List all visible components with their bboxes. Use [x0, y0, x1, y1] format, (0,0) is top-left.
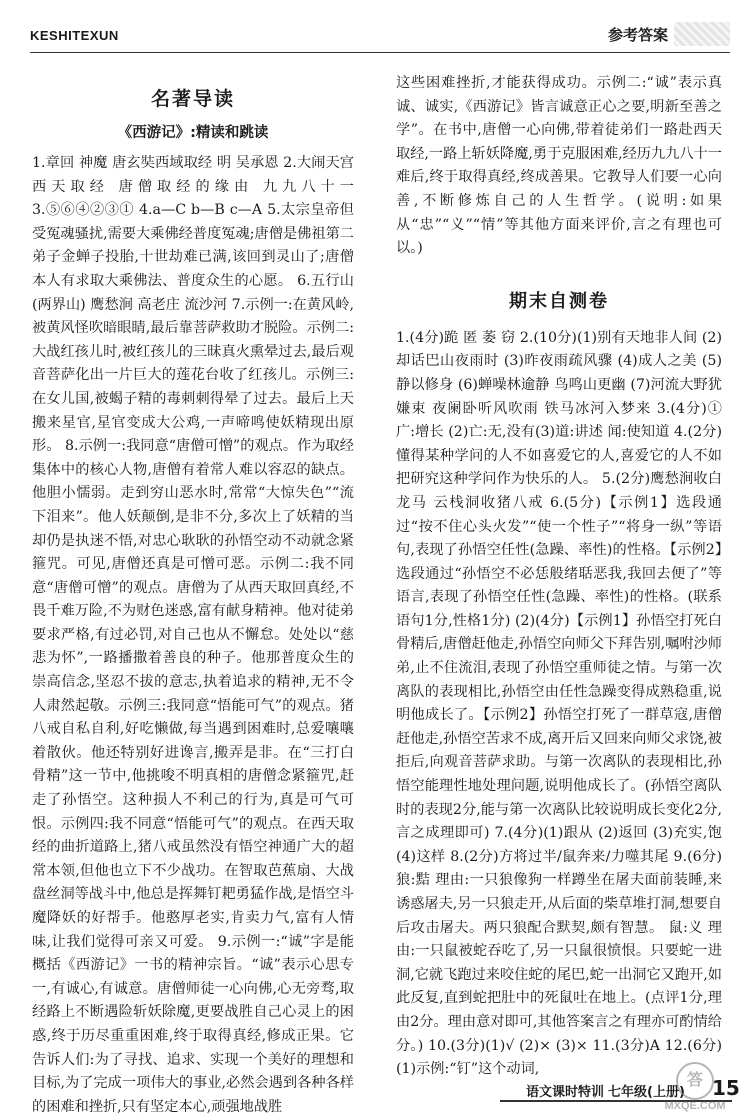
page-number: 15: [712, 1076, 740, 1100]
section-title-classics: 名著导读: [150, 88, 235, 110]
subsection-title-xiyouji: 《西游记》:精读和跳读: [117, 125, 269, 141]
watermark-mark: 答: [676, 1062, 714, 1100]
footer-book-title: 语文课时特训: [526, 1085, 605, 1100]
header-decoration: [674, 22, 730, 46]
watermark-logo: [660, 1062, 730, 1110]
footer-grade: 七年级(上册): [608, 1085, 685, 1100]
section-label: 参考答案: [607, 26, 668, 44]
answers-text-continued: 这些困难挫折,才能获得成功。示例二:“诚”表示真诚、诚实,《西游记》皆言诚意正心之要,明新至善之学”。在书中,唐僧一心向佛,带着徒弟们一路赴西天取经,一路上斩妖降魔,勇于克服困难,经历九九八十一难后,终于取得真经,终成善果。它教导人们要一心向善,不断修炼自己的人生哲学。(说明:如果从“忠”“义”“情”等其他方面来评价,言之有理也可以。): [396, 75, 722, 257]
brand-name: KESHITEXUN: [30, 28, 119, 43]
section-title-final-test: 期末自测卷: [509, 290, 609, 312]
watermark-text: MXQE.COM: [664, 1100, 726, 1112]
header-divider: [30, 52, 730, 53]
right-column: [396, 72, 722, 1082]
answers-text-classics: 1.章回 神魔 唐玄奘西域取经 明 吴承恩 2.大闹天宫 西天取经 唐僧取经的缘由 九九八十一 3.⑤⑥④②③① 4.a—C b—B c—A 5.太宗皇帝但受冤魂骚扰,需要大乘佛经普度冤魂;唐僧是佛祖第二弟子金蝉子投胎,十世劫难已满,该回到灵山了;唐僧本人有求取大乘佛法、普度众生的心愿。 6.五行山(两界山) 鹰愁涧 高老庄 流沙河 7.示例一:在黄风岭,被黄风怪吹暗眼睛,最后靠菩萨救助才脱险。示例二:大战红孩儿时,被红孩儿的三昧真火熏晕过去,最后观音菩萨化出一片巨大的莲花台收了红孩儿。示例三:在女儿国,被蝎子精的毒刺刺得晕了过去。最后上天搬来星官,星官变成大公鸡,一声啼鸣使妖精现出原形。 8.示例一:我同意“唐僧可憎”的观点。作为取经集体中的核心人物,唐僧有着常人难以容忍的缺点。他胆小懦弱。走到穷山恶水时,常常“大惊失色”“流下泪来”。他人妖颠倒,是非不分,多次上了妖精的当却仍是执迷不悟,对忠心耿耿的孙悟空动不动就念紧箍咒。可见,唐僧还真是可憎可恶。示例二:我不同意“唐僧可憎”的观点。唐僧为了从西天取回真经,不畏千难万险,不为财色迷惑,富有献身精神。他对徒弟要求严格,有过必罚,对自己也从不懈怠。处处以“慈悲为怀”,一路播撒着善良的种子。他那普度众生的崇高信念,坚忍不拔的意志,执着追求的精神,无不令人肃然起敬。示例三:我同意“悟能可气”的观点。猪八戒自私自利,好吃懒做,每当遇到困难时,总爱嚷嚷着散伙。他还特别好进谗言,搬弄是非。在“三打白骨精”这一节中,他挑唆不明真相的唐僧念紧箍咒,赶走了孙悟空。这种损人不利己的行为,真是可气可恨。示例四:我不同意“悟能可气”的观点。在西天取经的曲折道路上,猪八戒虽然没有悟空神通广大的超常本领,但他也立下不少战功。在智取芭蕉扇、大战盘丝洞等战斗中,他总是挥舞钉耙勇猛作战,是悟空斗魔降妖的好帮手。他憨厚老实,肯卖力气,富有人情味,让我们觉得可亲又可爱。 9.示例一:“诚”字是能概括《西游记》一书的精神宗旨。“诚”表示心思专一,有诚心,有诚意。唐僧师徒一心向佛,心无旁骛,取经路上不断遇险斩妖除魔,更要战胜自己心灵上的困惑,终于历尽重重困难,终于取得真经,修成正果。它告诉人们:为了寻找、追求、实现一个美好的理想和目标,为了完成一项伟大的事业,必然会遇到各种各样的困难和挫折,只有坚定本心,顽强地战胜: [32, 155, 354, 1115]
answers-text-final-test: 1.(4分)跪 匿 萎 窃 2.(10分)(1)别有天地非人间 (2)却话巴山夜雨时 (3)昨夜雨疏风骤 (4)成人之美 (5)静以修身 (6)蝉噪林逾静 鸟鸣山更幽 (7)河流大野犹嫌束 夜阑卧听风吹雨 铁马冰河入梦来 3.(4分)① 广:增长 (2)亡:无,没有(3)道:讲述 闻:使知道 4.(2分)懂得某种学问的人不如喜爱它的人,喜爱它的人不如把研究这种学问作为快乐的人。 5.(2分)鹰愁涧收白龙马 云栈洞收猪八戒 6.(5分)【示例1】选段通过“按不住心头火发”“使一个性子”“将身一纵”等语句,表现了孙悟空任性(急躁、率性)的性格。【示例2】选段通过“孙悟空不必恁般绪聒恶我,我回去便了”等语言,表现了孙悟空任性(急躁、率性)的性格。(联系语句1分,性格1分) (2)(4分)【示例1】孙悟空打死白骨精后,唐僧赶他走,孙悟空向师父下拜告别,嘱咐沙师弟,止不住流泪,表现了孙悟空重师徒之情。与第一次离队的表现相比,孙悟空由任性急躁变得成熟稳重,说明他成长了。【示例2】孙悟空打死了一群草寇,唐僧赶他走,孙悟空苦求不成,离开后又回来向师父求饶,被拒后,向观音菩萨求助。与第一次离队的表现相比,孙悟空能理性地处理问题,说明他成长了。(孙悟空离队时的表现2分,能与第一次离队比较说明成长变化2分,言之成理即可) 7.(4分)(1)跟从 (2)返回 (3)充实,饱 (4)这样 8.(2分)方将过半/鼠奔来/力噬其尾 9.(6分)狼:黠 理由:一只狼像狗一样蹲坐在屠夫面前装睡,来诱惑屠夫,另一只狼走开,从后面的柴草堆打洞,想要自后攻击屠夫。两只狼配合默契,颇有智慧。 鼠:义 理由:一只鼠被蛇吞吃了,另一只鼠很愤恨。只要蛇一进洞,它就飞跑过来咬住蛇的尾巴,蛇一出洞它又跑开,如此反复,直到蛇把肚中的死鼠吐在地上。(点评1分,理由2分。理由意对即可,其他答案言之有理亦可酌情给分。) 10.(3分)(1)√ (2)× (3)× 11.(3分)A 12.(6分)(1)示例:“钉”这个动词,: [396, 329, 722, 1078]
left-column: [32, 72, 354, 1119]
